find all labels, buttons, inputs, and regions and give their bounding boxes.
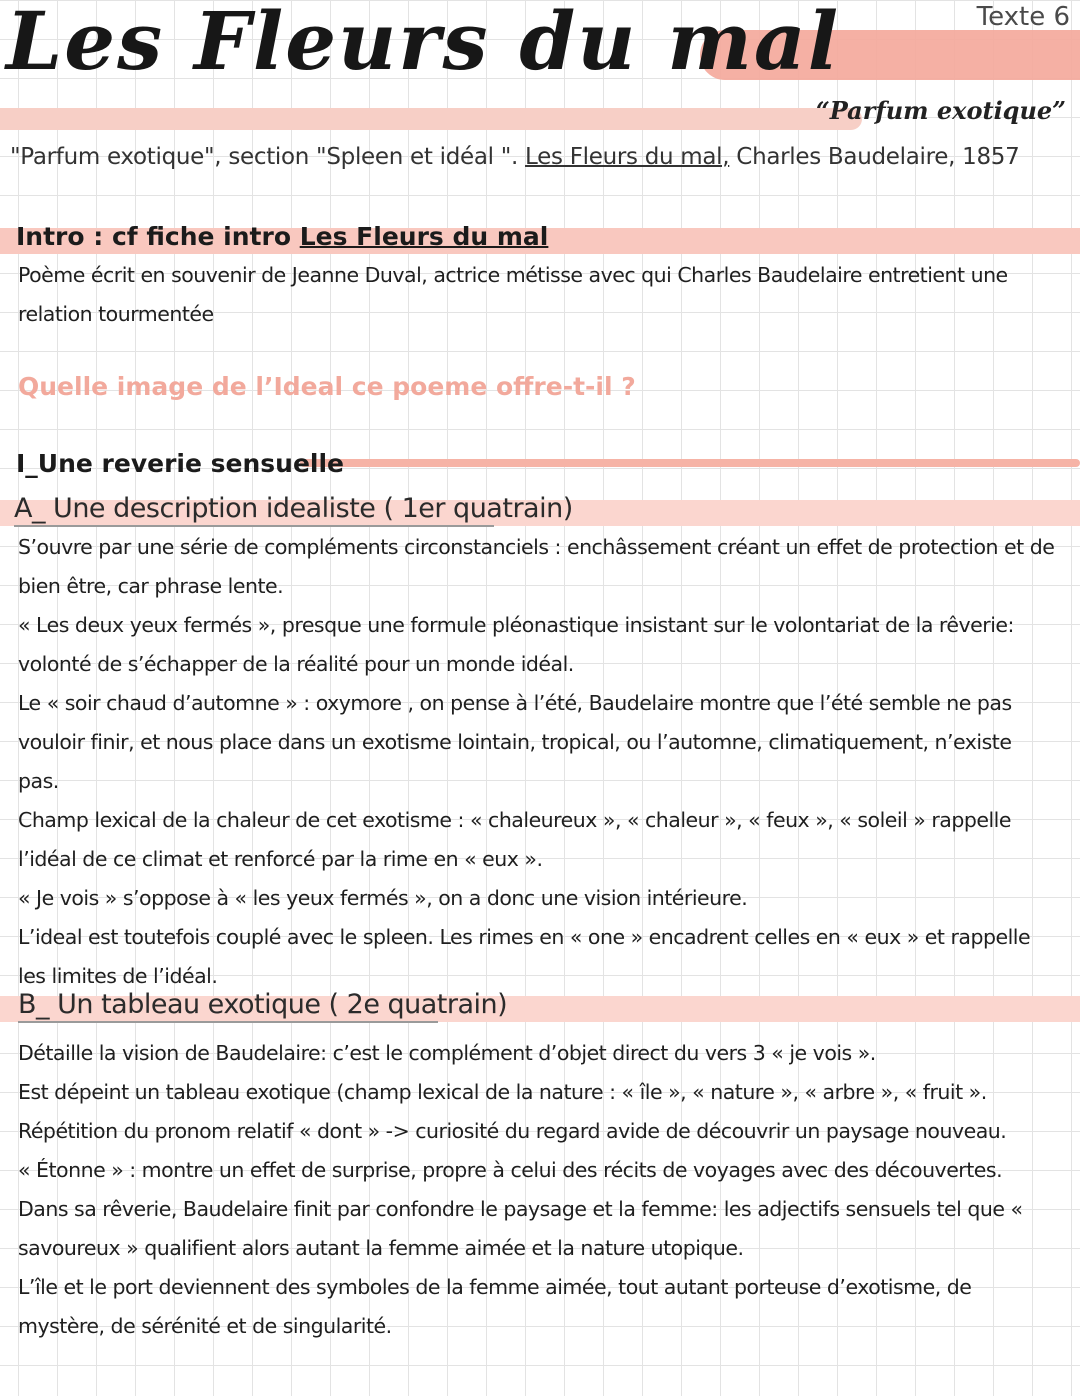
- sectionB-paragraph: Est dépeint un tableau exotique (champ lexical de la nature : « île », « nature », « arbre », « fruit ».: [18, 1080, 987, 1104]
- intro-heading-book: Les Fleurs du mal: [299, 222, 549, 251]
- poem-reference: [10, 144, 1019, 170]
- sectionA-paragraph: L’ideal est toutefois couplé avec le spleen. Les rimes en « one » encadrent celles en « eux » et rappelle les limites de l’idéal.: [18, 925, 1031, 988]
- sectionA-underline: [14, 525, 494, 527]
- part1-underline: [300, 459, 1080, 467]
- intro-text: Poème écrit en souvenir de Jeanne Duval, actrice métisse avec qui Charles Baudelaire entretient une relation tourmentée: [18, 263, 1008, 326]
- sectionB-paragraph: Dans sa rêverie, Baudelaire finit par confondre le paysage et la femme: les adjectifs sensuels tel que « savoureux » qualifient alors autant la femme aimée et la nature utopique.: [18, 1197, 1023, 1260]
- part1-heading: I_Une reverie sensuelle: [16, 449, 345, 478]
- problematique-question: Quelle image de l’Ideal ce poeme offre-t-il ?: [18, 372, 636, 401]
- sectionB-underline: [18, 1021, 438, 1023]
- sectionA-body: [18, 528, 1058, 996]
- intro-heading: [16, 222, 548, 251]
- sectionB-paragraph: Détaille la vision de Baudelaire: c’est le complément d’objet direct du vers 3 « je vois ».: [18, 1041, 876, 1065]
- sectionB-paragraph: « Étonne » : montre un effet de surprise, propre à celui des récits de voyages avec des découvertes.: [18, 1158, 1003, 1182]
- sectionA-paragraph: Champ lexical de la chaleur de cet exotisme : « chaleureux », « chaleur », « feux », « soleil » rappelle l’idéal de ce climat et renforcé par la rime en « eux ».: [18, 808, 1011, 871]
- sectionA-paragraph: S’ouvre par une série de compléments circonstanciels : enchâssement créant un effet de protection et de bien être, car phrase lente.: [18, 535, 1055, 598]
- reference-suffix: Charles Baudelaire, 1857: [729, 144, 1020, 170]
- sectionB-body: [18, 1034, 1058, 1346]
- sectionA-paragraph: « Je vois » s’oppose à « les yeux fermés », on a donc une vision intérieure.: [18, 886, 748, 910]
- header-divider: [0, 108, 862, 130]
- reference-prefix: "Parfum exotique", section "Spleen et idéal ".: [10, 144, 526, 170]
- sectionA-paragraph: « Les deux yeux fermés », presque une formule pléonastique insistant sur le volontariat de la rêverie: volonté de s’échapper de la réalité pour un monde idéal.: [18, 613, 1014, 676]
- sectionB-paragraph: Répétition du pronom relatif « dont » -> curiosité du regard avide de découvrir un paysage nouveau.: [18, 1119, 1007, 1143]
- texte-number: Texte 6: [976, 2, 1070, 32]
- page-title: Les Fleurs du mal: [6, 0, 841, 88]
- poem-title: “Parfum exotique”: [815, 96, 1066, 125]
- sectionA-heading: A_ Une description idealiste ( 1er quatrain): [14, 493, 573, 524]
- sectionB-heading: B_ Un tableau exotique ( 2e quatrain): [18, 989, 508, 1020]
- sectionA-paragraph: Le « soir chaud d’automne » : oxymore , on pense à l’été, Baudelaire montre que l’été semble ne pas vouloir finir, et nous place dans un exotisme lointain, tropical, ou l’automne, climatiquement, n’existe pas.: [18, 691, 1012, 793]
- sectionB-paragraph: L’île et le port deviennent des symboles de la femme aimée, tout autant porteuse d’exotisme, de mystère, de sérénité et de singularité.: [18, 1275, 972, 1338]
- intro-heading-prefix: Intro : cf fiche intro: [16, 222, 300, 251]
- reference-book: Les Fleurs du mal,: [525, 144, 730, 170]
